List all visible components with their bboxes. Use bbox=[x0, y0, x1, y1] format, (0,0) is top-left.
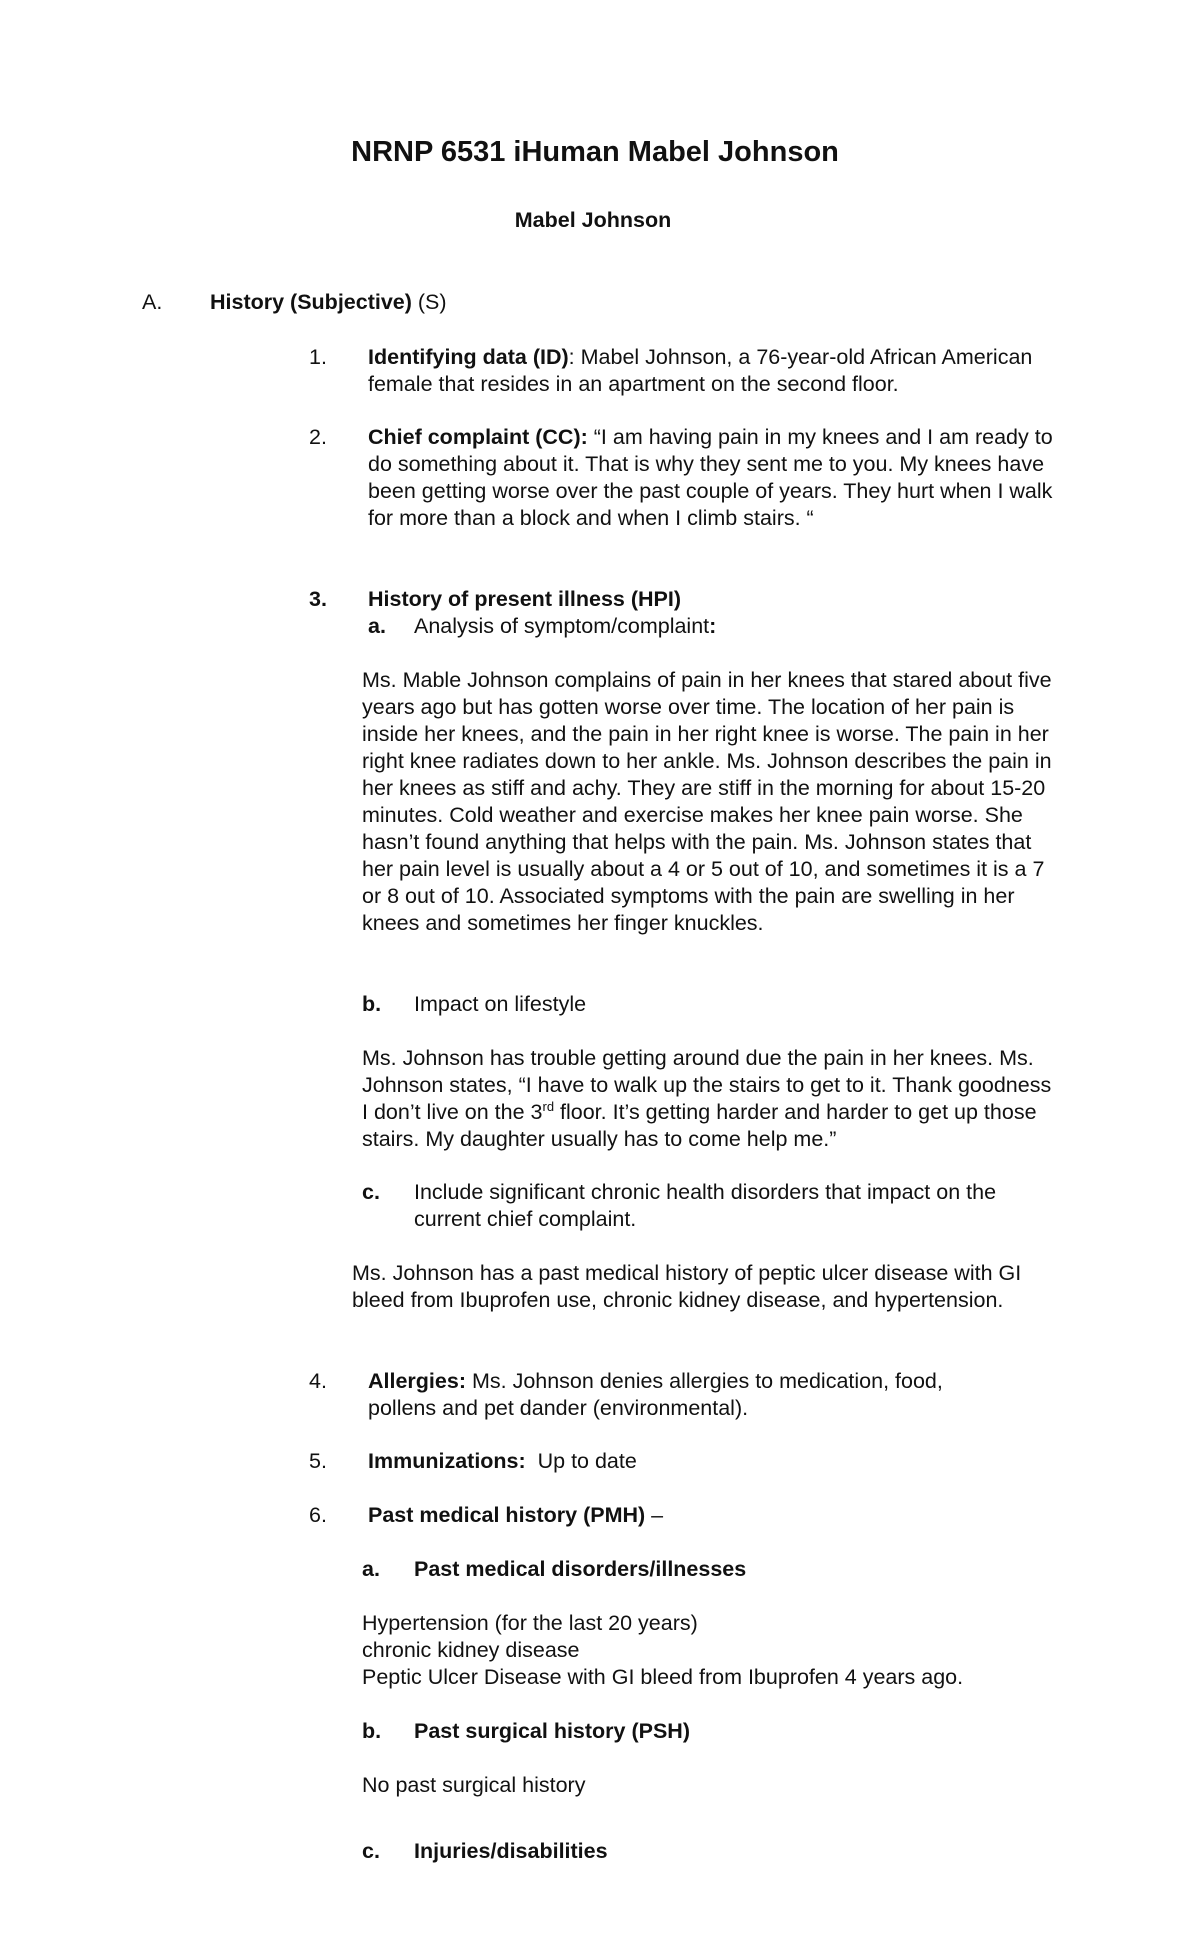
item3-b-body: Ms. Johnson has trouble getting around due the pain in her knees. Ms. Johnson states, “I have to walk up the stairs to get to it. Thank goodness I don’t live on the 3rd floor. It’s getting harder and harder to get up those stairs. My daughter usually has to come help me.” bbox=[362, 1046, 1052, 1151]
item3-c-body: Ms. Johnson has a past medical history of peptic ulcer disease with GI bleed from Ibuprofen use, chronic kidney disease, and hypertension. bbox=[352, 1261, 1022, 1312]
item6-c-label: Injuries/disabilities bbox=[414, 1839, 608, 1863]
item5-immunizations: Immunizations: Up to date bbox=[368, 1449, 637, 1473]
item6-number: 6. bbox=[309, 1503, 327, 1527]
section-a-marker: A. bbox=[142, 290, 163, 314]
item3-c-marker: c. bbox=[362, 1180, 380, 1204]
item4-number: 4. bbox=[309, 1369, 327, 1393]
item6-b-marker: b. bbox=[362, 1719, 382, 1743]
item6-c-marker: c. bbox=[362, 1839, 380, 1863]
item2-chief-complaint: Chief complaint (CC): “I am having pain in my knees and I am ready to do something about it. That is why they sent me to you. My knees have been getting worse over the past couple of years. They hurt when I walk for more than a block and when I climb stairs. “ bbox=[368, 425, 1053, 530]
item6-a-label: Past medical disorders/illnesses bbox=[414, 1557, 747, 1581]
pmh-line: chronic kidney disease bbox=[362, 1638, 580, 1662]
item3-heading: History of present illness (HPI) bbox=[368, 587, 682, 611]
item3-a-marker: a. bbox=[368, 614, 386, 638]
pmh-line: Peptic Ulcer Disease with GI bleed from Ibuprofen 4 years ago. bbox=[362, 1665, 964, 1689]
item3-a-body: Ms. Mable Johnson complains of pain in her knees that stared about five years ago but has gotten worse over time. The location of her pain is inside her knees, and the pain in her right knee is worse. The pain in her right knee radiates down to her ankle. Ms. Johnson describes the pain in her knees as stiff and achy. They are stiff in the morning for about 15-20 minutes. Cold weather and exercise makes her knee pain worse. She hasn’t found anything that helps with the pain. Ms. Johnson states that her pain level is usually about a 4 or 5 out of 10, and sometimes it is a 7 or 8 out of 10. Associated symptoms with the pain are swelling in her knees and sometimes her finger knuckles. bbox=[362, 668, 1052, 935]
item3-c-label: Include significant chronic health disorders that impact on the current chief complaint. bbox=[414, 1180, 997, 1231]
item5-number: 5. bbox=[309, 1449, 327, 1473]
item6-heading: Past medical history (PMH) – bbox=[368, 1503, 664, 1527]
item1-identifying-data: Identifying data (ID): Mabel Johnson, a 76-year-old African American female that resides in an apartment on the second floor. bbox=[368, 345, 1033, 396]
document-subtitle: Mabel Johnson bbox=[514, 208, 672, 232]
item3-b-label: Impact on lifestyle bbox=[414, 992, 587, 1016]
item1-number: 1. bbox=[309, 345, 327, 369]
item6-b-label: Past surgical history (PSH) bbox=[414, 1719, 690, 1743]
item3-number: 3. bbox=[309, 587, 327, 611]
section-a-heading: History (Subjective) (S) bbox=[210, 290, 447, 314]
item6-b-body: No past surgical history bbox=[362, 1773, 586, 1797]
item6-a-marker: a. bbox=[362, 1557, 380, 1581]
item4-allergies: Allergies: Ms. Johnson denies allergies to medication, food, pollens and pet dander (environmental). bbox=[368, 1369, 943, 1420]
item3-b-marker: b. bbox=[362, 992, 382, 1016]
item3-a-label: Analysis of symptom/complaint: bbox=[414, 614, 717, 638]
item2-number: 2. bbox=[309, 425, 327, 449]
document-title: NRNP 6531 iHuman Mabel Johnson bbox=[351, 136, 839, 168]
item6-a-list bbox=[362, 1610, 963, 1691]
pmh-line: Hypertension (for the last 20 years) bbox=[362, 1611, 698, 1635]
